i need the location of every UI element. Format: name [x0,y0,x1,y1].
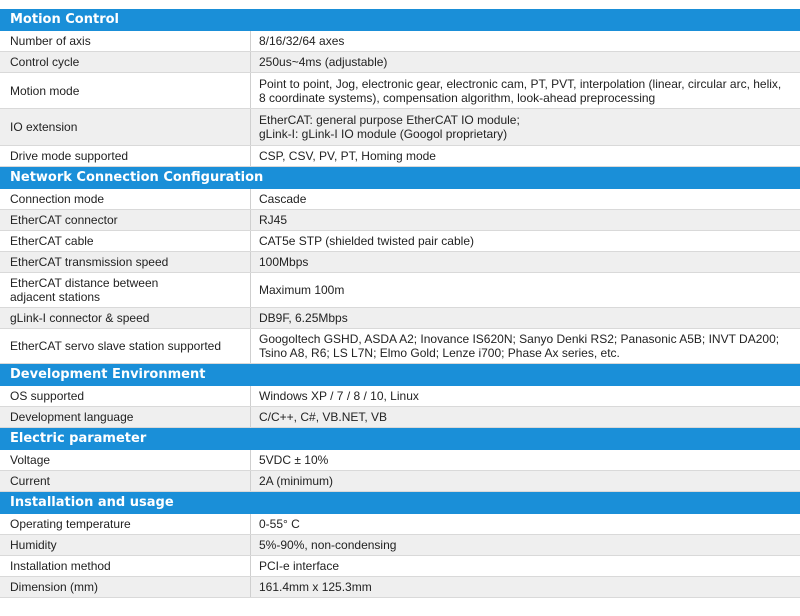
row-value: 161.4mm x 125.3mm [259,580,372,594]
row-label: Installation method [0,556,251,576]
row-value-line: EtherCAT: general purpose EtherCAT IO module; [259,113,520,127]
row-label: EtherCAT connector [0,210,251,230]
row-label: OS supported [0,386,251,406]
row-label: Connection mode [0,189,251,209]
row-label-line: EtherCAT distance between [10,276,159,290]
table-row [0,535,800,556]
row-value: 5VDC ± 10% [259,453,329,467]
row-value: 5%-90%, non-condensing [259,538,397,552]
table-row [0,31,800,52]
section-header-electric-parameter: Electric parameter [0,428,800,450]
table-row [0,273,800,308]
table-row [0,210,800,231]
row-value: Windows XP / 7 / 8 / 10, Linux [259,389,419,403]
table-row [0,329,800,364]
row-label: Number of axis [0,31,251,51]
row-label: EtherCAT cable [0,231,251,251]
spec-table [0,9,800,598]
row-label [0,273,251,307]
table-row [0,52,800,73]
row-value: PCI-e interface [259,559,340,573]
row-label: IO extension [0,109,251,145]
table-row [0,514,800,535]
row-label: Humidity [0,535,251,555]
row-label: Control cycle [0,52,251,72]
table-row [0,407,800,428]
table-row [0,231,800,252]
row-value: 2A (minimum) [259,474,334,488]
row-value: DB9F, 6.25Mbps [259,311,348,325]
section-header-motion-control: Motion Control [0,9,800,31]
row-value: 250us~4ms (adjustable) [259,55,388,69]
table-row [0,450,800,471]
row-value: CAT5e STP (shielded twisted pair cable) [259,234,474,248]
row-value: CSP, CSV, PV, PT, Homing mode [259,149,436,163]
row-value: Cascade [259,192,307,206]
table-row [0,577,800,598]
table-row [0,386,800,407]
row-value: Point to point, Jog, electronic gear, electronic cam, PT, PVT, interpolation (linear, circular arc, helix, 8 coordinate systems), compensation algorithm, look-ahead preprocessing [259,76,782,105]
row-label: Development language [0,407,251,427]
table-row [0,189,800,210]
row-value: Googoltech GSHD, ASDA A2; Inovance IS620N; Sanyo Denki RS2; Panasonic A5B; INVT DA200; Tsino A8, R6; LS L7N; Elmo Gold; Lenze i700; Phase Ax series, etc. [259,332,780,360]
row-label: Dimension (mm) [0,577,251,597]
row-label: Drive mode supported [0,146,251,166]
row-value: 8/16/32/64 axes [259,34,345,48]
row-value: 0-55° C [259,517,300,531]
section-header-installation-usage: Installation and usage [0,492,800,514]
row-label: Motion mode [0,73,251,108]
table-row [0,471,800,492]
row-label: gLink-I connector & speed [0,308,251,328]
row-label-line: adjacent stations [10,290,101,304]
table-row [0,146,800,167]
table-row [0,556,800,577]
table-row [0,109,800,146]
row-label: Current [0,471,251,491]
row-value-line: gLink-I: gLink-I IO module (Googol proprietary) [259,127,508,141]
row-value: Maximum 100m [259,283,345,297]
section-header-network-connection: Network Connection Configuration [0,167,800,189]
row-label: Voltage [0,450,251,470]
row-value: RJ45 [259,213,288,227]
table-row [0,308,800,329]
row-label: Operating temperature [0,514,251,534]
row-value [251,109,800,145]
row-value: 100Mbps [259,255,309,269]
section-header-development-environment: Development Environment [0,364,800,386]
row-label: EtherCAT transmission speed [0,252,251,272]
row-value: C/C++, C#, VB.NET, VB [259,410,388,424]
row-label: EtherCAT servo slave station supported [0,329,251,363]
table-row [0,252,800,273]
table-row [0,73,800,109]
